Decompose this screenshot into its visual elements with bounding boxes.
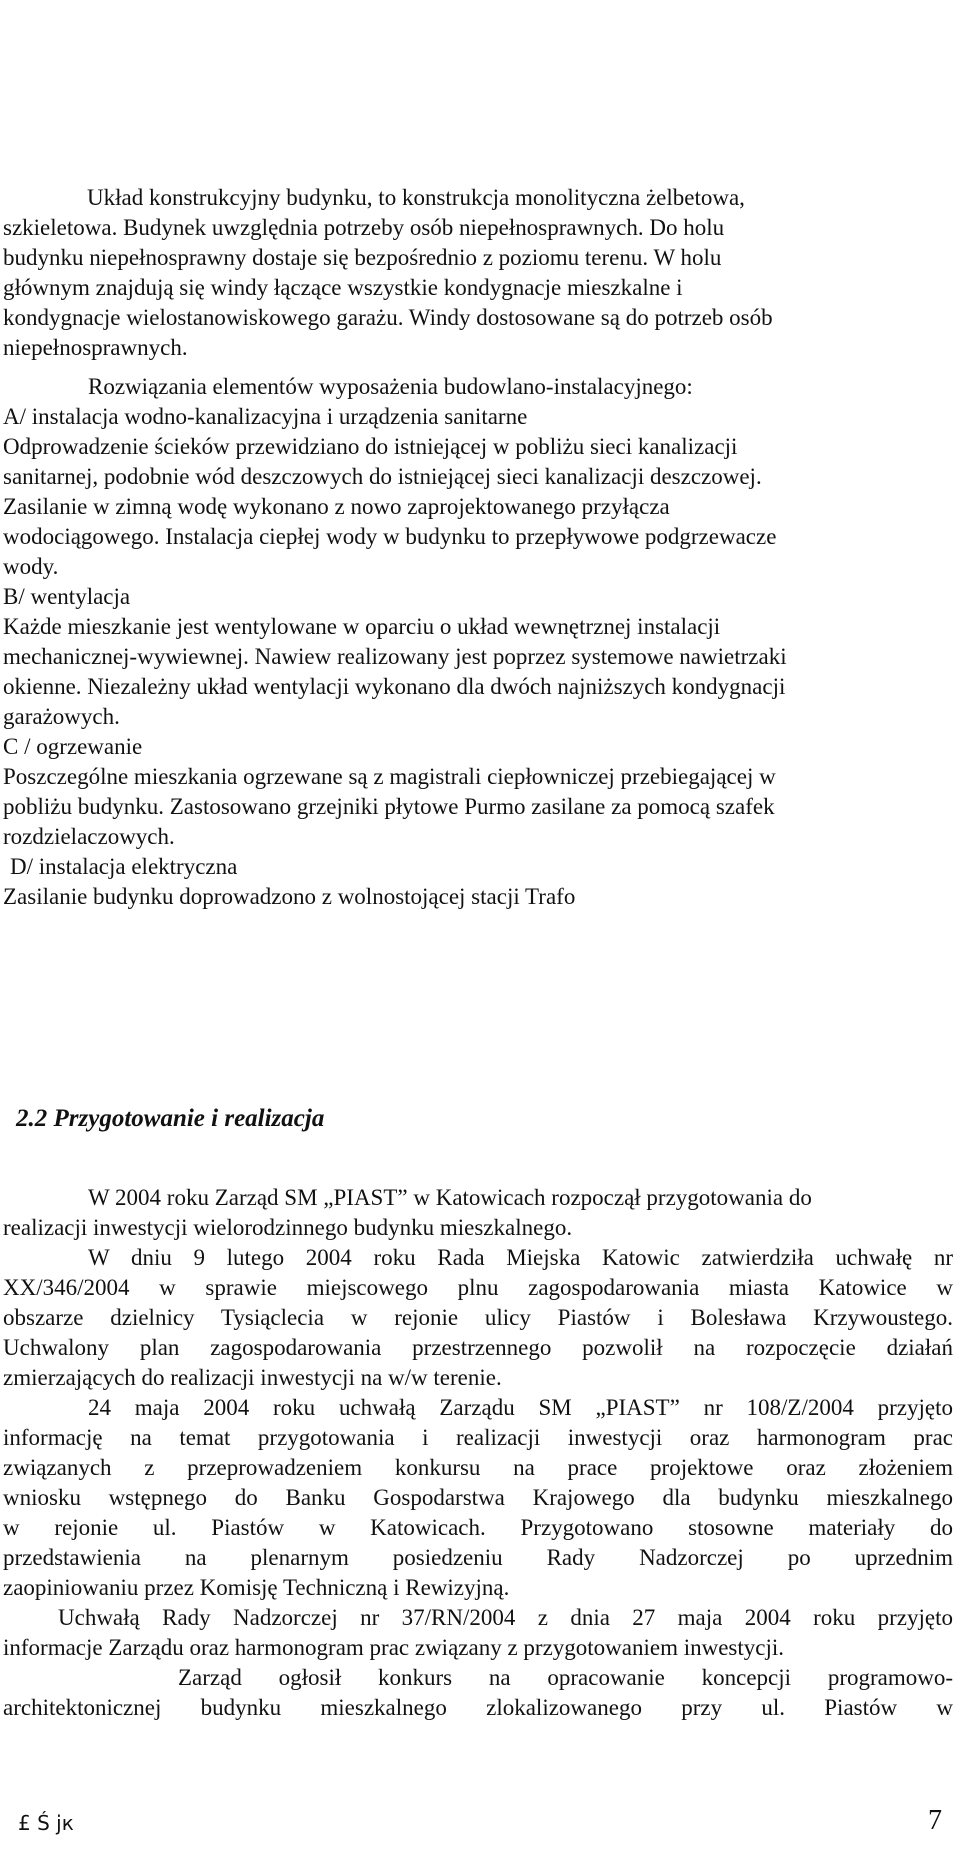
subsection-heading: C / ogrzewanie [3, 734, 143, 759]
text-line: Każde mieszkanie jest wentylowane w oparciu o układ wewnętrznej instalacji [3, 614, 721, 639]
text-line: kondygnacje wielostanowiskowego garażu. Windy dostosowane są do potrzeb osób [3, 305, 773, 330]
text-line: pobliżu budynku. Zastosowano grzejniki płytowe Purmo zasilane za pomocą szafek [3, 794, 775, 819]
text-line: rozdzielaczowych. [3, 824, 175, 849]
section-intro: Rozwiązania elementów wyposażenia budowlano-instalacyjnego: [88, 374, 693, 399]
subsection-heading: B/ wentylacja [3, 584, 131, 609]
text-line: wody. [3, 554, 59, 579]
text-line: mechanicznej-wywiewnej. Nawiew realizowany jest poprzez systemowe nawietrzaki [3, 644, 787, 669]
text-line: zmierzających do realizacji inwestycji na w/w terenie. [3, 1365, 502, 1390]
text-line: Uchwałą Rady Nadzorczej nr 37/RN/2004 z dnia 27 maja 2004 roku przyjęto [58, 1605, 953, 1630]
text-line: XX/346/2004 w sprawie miejscowego plnu zagospodarowania miasta Katowice w [3, 1275, 953, 1300]
text-line: głównym znajdują się windy łączące wszystkie kondygnacje mieszkalne i [3, 275, 683, 300]
text-line: W 2004 roku Zarząd SM „PIAST” w Katowicach rozpoczął przygotowania do [88, 1185, 812, 1210]
text-line: Układ konstrukcyjny budynku, to konstrukcja monolityczna żelbetowa, [87, 185, 745, 210]
text-line: zaopiniowaniu przez Komisję Techniczną i Rewizyjną. [3, 1575, 510, 1600]
text-line: w rejonie ul. Piastów w Katowicach. Przygotowano stosowne materiały do [3, 1515, 953, 1540]
subsection-heading: A/ instalacja wodno-kanalizacyjna i urządzenia sanitarne [3, 404, 528, 429]
text-line: Zasilanie w zimną wodę wykonano z nowo zaprojektowanego przyłącza [3, 494, 670, 519]
text-line: budynku niepełnosprawny dostaje się bezpośrednio z poziomu terenu. W holu [3, 245, 722, 270]
text-line: Odprowadzenie ścieków przewidziano do istniejącej w pobliżu sieci kanalizacji [3, 434, 738, 459]
text-line: Uchwalony plan zagospodarowania przestrzennego pozwolił na rozpoczęcie działań [3, 1335, 953, 1360]
text-line: Zasilanie budynku doprowadzono z wolnostojącej stacji Trafo [3, 884, 576, 909]
text-line: niepełnosprawnych. [3, 335, 188, 360]
text-line: wniosku wstępnego do Banku Gospodarstwa Krajowego dla budynku mieszkalnego [3, 1485, 953, 1510]
text-line: 24 maja 2004 roku uchwałą Zarządu SM „PIAST” nr 108/Z/2004 przyjęto [88, 1395, 953, 1420]
text-line: wodociągowego. Instalacja ciepłej wody w budynku to przepływowe podgrzewacze [3, 524, 777, 549]
footer-signature: £ Ś jк [18, 1811, 74, 1835]
page-number: 7 [928, 1805, 942, 1836]
text-line: okienne. Niezależny układ wentylacji wykonano dla dwóch najniższych kondygnacji [3, 674, 786, 699]
subsection-heading: D/ instalacja elektryczna [10, 854, 238, 879]
text-line: przedstawienia na plenarnym posiedzeniu Rady Nadzorczej po uprzednim [3, 1545, 953, 1570]
text-line: szkieletowa. Budynek uwzględnia potrzeby osób niepełnosprawnych. Do holu [3, 215, 725, 240]
text-line: obszarze dzielnicy Tysiąclecia w rejonie ulicy Piastów i Bolesława Krzywoustego. [3, 1305, 953, 1330]
section-heading: 2.2 Przygotowanie i realizacja [16, 1105, 325, 1132]
text-line: W dniu 9 lutego 2004 roku Rada Miejska Katowic zatwierdziła uchwałę nr [88, 1245, 953, 1270]
text-line: Zarząd ogłosił konkurs na opracowanie koncepcji programowo- [178, 1665, 953, 1690]
text-line: architektonicznej budynku mieszkalnego zlokalizowanego przy ul. Piastów w [3, 1695, 953, 1720]
text-line: garażowych. [3, 704, 120, 729]
text-line: sanitarnej, podobnie wód deszczowych do istniejącej sieci kanalizacji deszczowej. [3, 464, 762, 489]
text-line: informację na temat przygotowania i realizacji inwestycji oraz harmonogram prac [3, 1425, 953, 1450]
text-line: Poszczególne mieszkania ogrzewane są z magistrali ciepłowniczej przebiegającej w [3, 764, 776, 789]
text-line: informacje Zarządu oraz harmonogram prac związany z przygotowaniem inwestycji. [3, 1635, 785, 1660]
text-line: związanych z przeprowadzeniem konkursu na prace projektowe oraz złożeniem [3, 1455, 953, 1480]
text-line: realizacji inwestycji wielorodzinnego budynku mieszkalnego. [3, 1215, 573, 1240]
